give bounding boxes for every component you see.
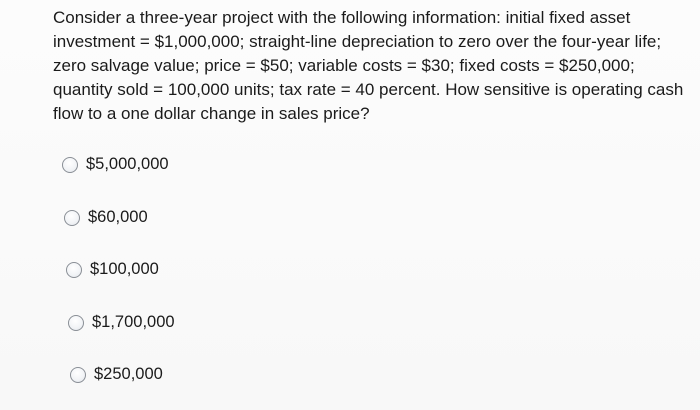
radio-button-icon[interactable] (62, 157, 78, 173)
radio-button-icon[interactable] (66, 262, 82, 278)
answer-option-5[interactable] (70, 365, 163, 384)
answer-option-4[interactable] (68, 313, 175, 332)
question-line: quantity sold = 100,000 units; tax rate = 40 percent. How sensitive is operating cash (53, 80, 684, 99)
radio-button-icon[interactable] (70, 367, 86, 383)
answer-option-1[interactable] (62, 155, 169, 174)
radio-button-icon[interactable] (64, 210, 80, 226)
radio-button-icon[interactable] (68, 315, 84, 331)
question-line: zero salvage value; price = $50; variable costs = $30; fixed costs = $250,000; (53, 56, 635, 75)
answer-option-3[interactable] (66, 260, 159, 279)
answer-option-2[interactable] (64, 208, 148, 227)
answer-option-label: $5,000,000 (86, 155, 169, 173)
answer-option-label: $1,700,000 (92, 313, 175, 331)
answer-option-label: $60,000 (88, 208, 148, 226)
answer-option-label: $250,000 (94, 365, 163, 383)
question-line: investment = $1,000,000; straight-line depreciation to zero over the four-year life; (53, 32, 662, 51)
question-text (53, 6, 684, 126)
question-line: flow to a one dollar change in sales price? (53, 104, 370, 123)
question-line: Consider a three-year project with the following information: initial fixed asset (53, 8, 631, 27)
answer-option-label: $100,000 (90, 260, 159, 278)
